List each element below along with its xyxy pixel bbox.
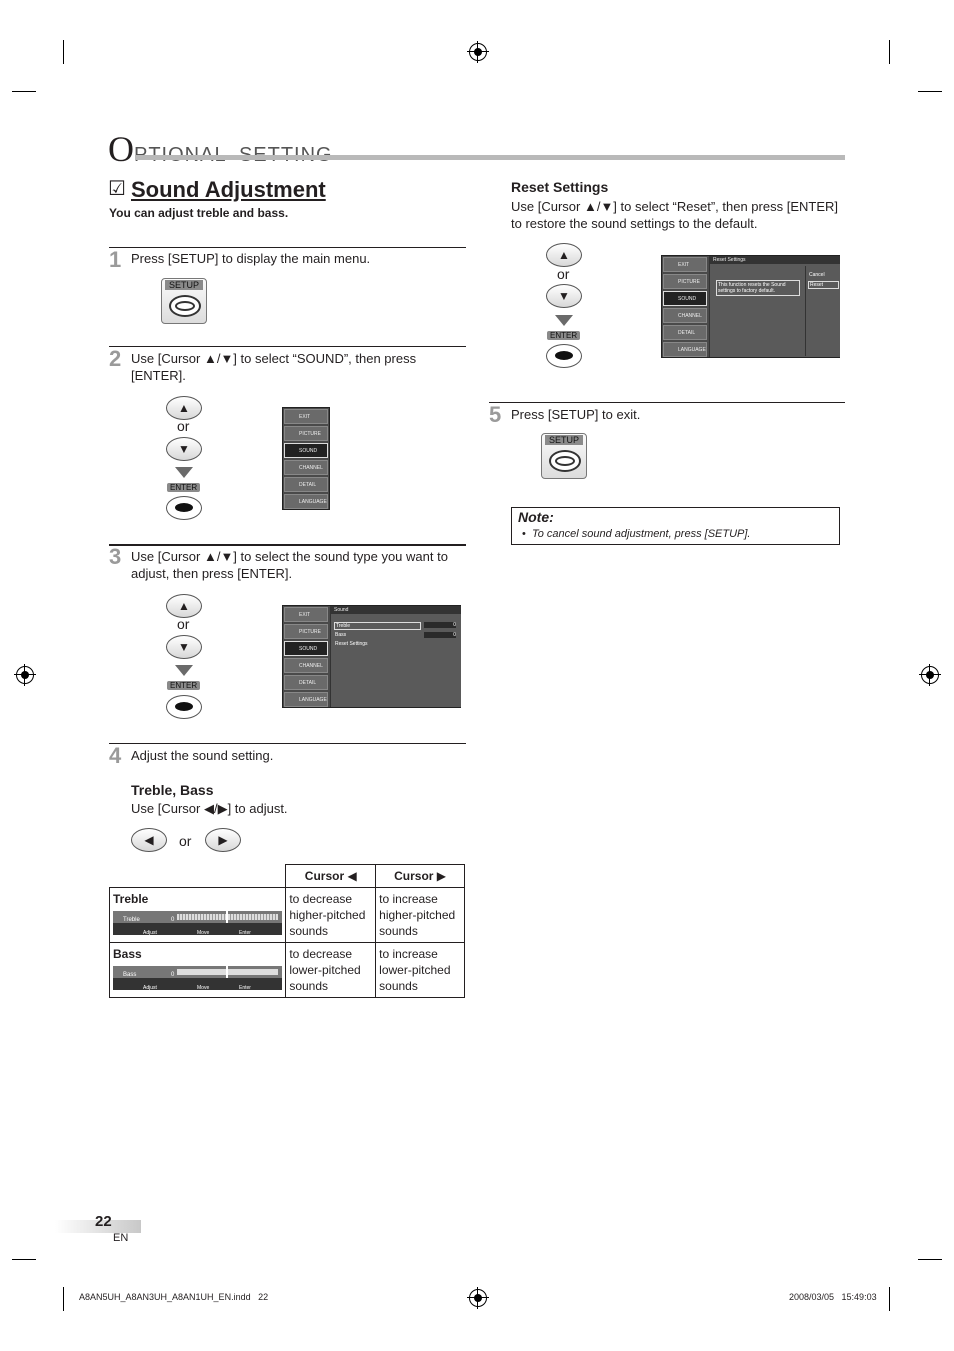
checkbox-icon: ☑ xyxy=(108,178,126,200)
step-number: 2 xyxy=(109,346,122,371)
menu-item-channel: CHANNEL xyxy=(284,658,328,673)
tv-main-menu xyxy=(282,407,330,510)
header-initial: O xyxy=(108,129,134,169)
sound-item-treble: Treble xyxy=(334,622,421,630)
ctl-enter: Enter xyxy=(239,930,251,936)
menu-item-sound: SOUND xyxy=(284,443,328,458)
step-divider xyxy=(109,346,466,347)
sound-item-reset: Reset Settings xyxy=(335,641,368,647)
col-cursor-right: Cursor ▶ xyxy=(376,865,465,888)
crop-mark xyxy=(918,1259,942,1260)
slider-center xyxy=(226,911,228,923)
crop-mark xyxy=(12,1259,36,1260)
sound-panel xyxy=(330,606,461,707)
option-reset: Reset xyxy=(808,281,839,289)
header-rule xyxy=(135,155,845,160)
bass-slider xyxy=(113,966,282,990)
cursor-right-button: ▶ xyxy=(205,828,241,852)
cursor-down-button: ▼ xyxy=(166,635,202,659)
setup-label: SETUP xyxy=(545,435,583,445)
arrow-down-icon xyxy=(175,665,193,676)
crop-mark xyxy=(63,1287,64,1311)
menu-item-sound: SOUND xyxy=(284,641,328,656)
menu-item-sound: SOUND xyxy=(663,291,707,306)
menu-item-detail: DETAIL xyxy=(663,325,707,340)
col-cursor-left: Cursor ◀ xyxy=(286,865,376,888)
enter-button xyxy=(166,496,202,520)
table-cell xyxy=(110,888,286,943)
cursor-down-button: ▼ xyxy=(546,284,582,308)
step-divider xyxy=(489,402,845,403)
treble-bass-heading: Treble, Bass xyxy=(131,782,214,798)
menu-item-picture: PICTURE xyxy=(284,624,328,639)
menu-item-picture: PICTURE xyxy=(284,426,328,441)
or-label: or xyxy=(177,418,190,434)
registration-mark-icon xyxy=(469,43,487,61)
crop-mark xyxy=(12,91,36,92)
table-row xyxy=(110,943,465,998)
crop-mark xyxy=(889,1287,890,1311)
note-heading: Note: xyxy=(518,509,554,525)
step-text: Use [Cursor ▲/▼] to select “SOUND”, then press [ENTER]. xyxy=(131,351,417,383)
table-cell xyxy=(110,943,286,998)
menu-item-language: LANGUAGE xyxy=(284,692,328,707)
cursor-left-button: ◀ xyxy=(131,828,167,852)
slider-name: Bass xyxy=(123,972,137,978)
menu-item-channel: CHANNEL xyxy=(663,308,707,323)
note-bullet: • xyxy=(522,528,526,540)
treble-bass-text: Use [Cursor ◀/▶] to adjust. xyxy=(131,801,288,816)
enter-label: ENTER xyxy=(167,681,200,690)
reset-panel xyxy=(709,256,840,357)
menu-item-picture: PICTURE xyxy=(663,274,707,289)
step-number: 5 xyxy=(489,402,502,427)
step-divider xyxy=(109,247,466,248)
tv-reset-menu xyxy=(661,255,840,358)
slider-value: 0 xyxy=(171,917,175,923)
button-oval-icon xyxy=(169,295,201,317)
step-number: 1 xyxy=(109,247,122,272)
button-oval-icon xyxy=(549,450,581,472)
crop-mark xyxy=(918,91,942,92)
ctl-adjust: Adjust xyxy=(143,985,157,991)
ctl-adjust: Adjust xyxy=(143,930,157,936)
slider-value: 0 xyxy=(171,972,175,978)
slider-name: Treble xyxy=(123,917,140,923)
ctl-enter: Enter xyxy=(239,985,251,991)
tv-menu-list xyxy=(663,257,707,359)
section-subtitle: You can adjust treble and bass. xyxy=(109,206,289,220)
step-number: 4 xyxy=(109,743,122,768)
ctl-move: Move xyxy=(197,985,210,991)
menu-item-channel: CHANNEL xyxy=(284,460,328,475)
bass-value: 0 xyxy=(424,632,456,638)
table-header-row xyxy=(110,865,465,888)
sound-panel-title: Sound xyxy=(331,606,461,614)
note-text: To cancel sound adjustment, press [SETUP]. xyxy=(532,528,751,540)
step-text: Press [SETUP] to display the main menu. xyxy=(131,251,371,266)
menu-item-detail: DETAIL xyxy=(284,477,328,492)
setup-button xyxy=(541,433,587,479)
slider-center xyxy=(226,966,228,978)
or-label: or xyxy=(179,833,192,849)
arrow-down-icon xyxy=(555,315,573,326)
table-corner xyxy=(110,865,286,888)
enter-button xyxy=(546,344,582,368)
registration-mark-icon xyxy=(921,666,939,684)
menu-item-exit: EXIT xyxy=(284,607,328,622)
menu-item-exit: EXIT xyxy=(663,257,707,272)
table-row xyxy=(110,888,465,943)
option-cancel: Cancel xyxy=(809,272,825,278)
menu-item-detail: DETAIL xyxy=(284,675,328,690)
or-label: or xyxy=(177,616,190,632)
table-cell: to decrease higher-pitched sounds xyxy=(286,888,376,943)
step-text: Press [SETUP] to exit. xyxy=(511,407,641,422)
cursor-up-button: ▲ xyxy=(166,594,202,618)
reset-heading: Reset Settings xyxy=(511,179,609,195)
step-text: Adjust the sound setting. xyxy=(131,748,274,763)
table-cell: to increase higher-pitched sounds xyxy=(376,888,465,943)
step-number: 3 xyxy=(109,544,122,569)
menu-item-language: LANGUAGE xyxy=(663,342,707,357)
reset-panel-message: This function resets the Sound settings to factory default. xyxy=(716,280,800,296)
or-label: or xyxy=(557,266,570,282)
cursor-up-button: ▲ xyxy=(166,396,202,420)
table-cell: to decrease lower-pitched sounds xyxy=(286,943,376,998)
ctl-move: Move xyxy=(197,930,210,936)
registration-mark-icon xyxy=(16,666,34,684)
cursor-up-button: ▲ xyxy=(546,243,582,267)
step-divider xyxy=(109,544,466,546)
crop-mark xyxy=(63,40,64,64)
row-label: Treble xyxy=(113,892,149,906)
tv-sound-menu xyxy=(282,605,461,708)
sound-item-bass: Bass xyxy=(335,632,347,638)
crop-mark xyxy=(889,40,890,64)
arrow-down-icon xyxy=(175,467,193,478)
enter-label: ENTER xyxy=(167,483,200,492)
treble-slider xyxy=(113,911,282,935)
registration-mark-icon xyxy=(469,1289,487,1307)
step-text: Use [Cursor ▲/▼] to select the sound type you want to adjust, then press [ENTER]. xyxy=(131,549,448,581)
chapter-header xyxy=(108,128,333,170)
tv-menu-list xyxy=(284,607,328,709)
adjust-table xyxy=(109,864,465,998)
tv-menu-list xyxy=(284,409,328,511)
setup-button xyxy=(161,278,207,324)
menu-item-exit: EXIT xyxy=(284,409,328,424)
menu-item-language: LANGUAGE xyxy=(284,494,328,509)
reset-text: Use [Cursor ▲/▼] to select “Reset”, then press [ENTER] to restore the sound settings to the default. xyxy=(511,199,838,231)
row-label: Bass xyxy=(113,947,142,961)
footer-file: A8AN5UH_A8AN3UH_A8AN1UH_EN.indd 22 xyxy=(79,1292,269,1302)
note-box xyxy=(511,507,840,545)
table-cell: to increase lower-pitched sounds xyxy=(376,943,465,998)
step-divider xyxy=(109,743,466,744)
cursor-down-button: ▼ xyxy=(166,437,202,461)
treble-value: 0 xyxy=(424,622,456,628)
enter-label: ENTER xyxy=(547,331,580,340)
page-number: 22 xyxy=(95,1213,112,1230)
footer-date: 2008/03/05 15:49:03 xyxy=(789,1292,877,1302)
section-title: Sound Adjustment xyxy=(131,177,326,202)
page-lang: EN xyxy=(113,1232,129,1244)
reset-panel-title: Reset Settings xyxy=(710,256,840,264)
enter-button xyxy=(166,695,202,719)
setup-label: SETUP xyxy=(165,280,203,290)
